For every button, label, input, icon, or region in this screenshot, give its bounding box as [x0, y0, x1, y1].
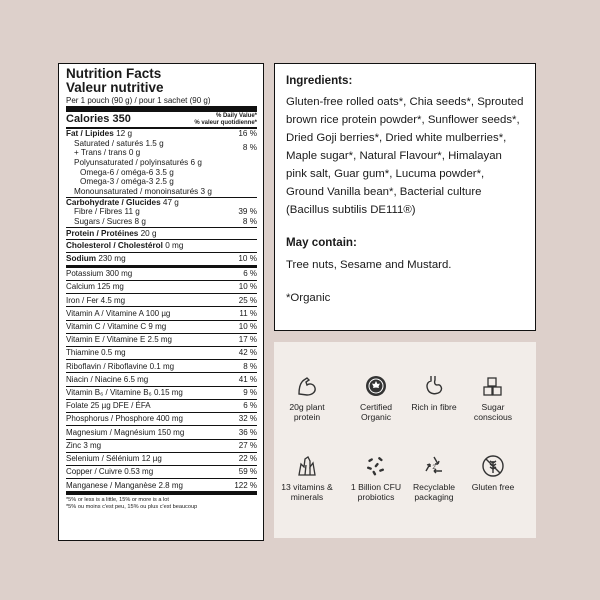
protein-row: Protein / Protéines 20 g [66, 228, 257, 241]
omega6-row: Omega-6 / oméga-6 3.5 g [80, 167, 174, 177]
mineral-row [66, 440, 257, 453]
recycle-icon [422, 454, 446, 478]
mineral-row [66, 479, 257, 495]
nutrition-title-fr: Valeur nutritive [66, 79, 164, 95]
fat-row: Fat / Lipides 12 g 16 % [66, 128, 257, 138]
organic-seal-icon [364, 374, 388, 398]
feature-recyclable: 2 Recyclable packaging [403, 454, 465, 503]
mineral-name: Thiamine 0.5 mg [66, 348, 126, 358]
feature-organic: Certified Organic [345, 374, 407, 423]
mineral-dv: 10 % [238, 282, 257, 292]
sugar-cubes-icon [481, 374, 505, 398]
mineral-dv: 59 % [238, 467, 257, 477]
mineral-row [66, 387, 257, 400]
mineral-name: Magnesium / Magnésium 150 mg [66, 427, 185, 437]
stomach-icon [422, 374, 446, 398]
mineral-name: Potassium 300 mg [66, 269, 133, 279]
mineral-name: Vitamin A / Vitamine A 100 µg [66, 308, 171, 318]
mineral-dv: 41 % [238, 374, 257, 384]
mineral-name: Calcium 125 mg [66, 282, 124, 292]
mineral-dv: 10 % [238, 321, 257, 331]
mineral-row [66, 400, 257, 413]
mineral-row [66, 466, 257, 479]
feature-protein: 20g plant protein [276, 374, 338, 423]
mineral-dv: 36 % [238, 427, 257, 437]
flexed-arm-icon [295, 374, 319, 398]
mineral-name: Vitamin E / Vitamine E 2.5 mg [66, 335, 172, 345]
serving-size: Per 1 pouch (90 g) / pour 1 sachet (90 g) [66, 96, 257, 112]
sodium-row: Sodium 230 mg 10 % [66, 253, 257, 268]
poly-row: Polyunsaturated / polyinsaturés 6 g [74, 157, 202, 167]
probiotic-icon [364, 454, 388, 478]
mineral-row [66, 413, 257, 426]
mineral-dv: 11 % [239, 308, 257, 318]
mineral-row [66, 360, 257, 373]
crystals-icon [295, 454, 319, 478]
may-contain-heading: May contain: [286, 236, 357, 250]
mineral-dv: 32 % [238, 414, 257, 424]
mineral-dv: 27 % [238, 440, 257, 450]
mineral-name: Vitamin B₆ / Vitamine B₆ 0.15 mg [66, 388, 183, 398]
features-panel [274, 342, 536, 538]
mineral-row [66, 268, 257, 281]
mineral-row [66, 294, 257, 307]
ingredients-panel [274, 63, 536, 331]
feature-vitamins: 13 vitamins & minerals [276, 454, 338, 503]
mineral-dv: 6 % [243, 269, 257, 279]
mineral-row [66, 334, 257, 347]
ingredients-heading: Ingredients: [286, 74, 353, 87]
svg-text:2: 2 [432, 465, 436, 471]
mineral-name: Phosphorus / Phosphore 400 mg [66, 414, 183, 424]
mineral-row [66, 453, 257, 466]
ingredients-text: Gluten-free rolled oats*, Chia seeds*, Sprouted brown rice protein powder*, Sunflower seeds*, Dried Goji berries*, Dried white mulberries*, Maple sugar*, Natural Flavour*, Himalayan pink salt, Guar gum*, Lucuma powder*, Ground Vanilla bean*, Bacterial culture (Bacillus subtilis DE111®) [286, 96, 524, 217]
mineral-row [66, 347, 257, 360]
mineral-row [66, 426, 257, 439]
mineral-dv: 122 % [234, 480, 257, 490]
sugars-row: Sugars / Sucres 8 g 8 % [66, 217, 257, 228]
nutrition-facts-panel [58, 63, 264, 541]
mineral-name: Iron / Fer 4.5 mg [66, 295, 126, 305]
mineral-name: Riboflavin / Riboflavine 0.1 mg [66, 361, 175, 371]
organic-note: *Organic [286, 291, 331, 304]
mineral-row [66, 281, 257, 294]
saturated-trans-row: Saturated / saturés 1.5 g + Trans / trans 0 g 8 % [74, 138, 257, 158]
minerals-list [66, 268, 257, 496]
fibre-row: Fibre / Fibres 11 g 39 % [74, 207, 257, 217]
mineral-dv: 25 % [238, 295, 257, 305]
omega3-row: Omega-3 / oméga-3 2.5 g [80, 177, 174, 187]
feature-fibre: Rich in fibre [403, 374, 465, 412]
mineral-row [66, 373, 257, 386]
cholesterol-row: Cholesterol / Cholestérol 0 mg [66, 240, 257, 253]
gluten-free-icon [481, 454, 505, 478]
feature-gluten-free: Gluten free [462, 454, 524, 492]
footnote: *5% or less is a little, 15% or more is a lot *5% ou moins c'est peu, 15% ou plus c'est beaucoup [66, 497, 198, 511]
mineral-dv: 17 % [238, 335, 257, 345]
may-contain-text: Tree nuts, Sesame and Mustard. [286, 258, 452, 271]
daily-value-header: % Daily Value* % valeur quotidienne* [194, 113, 257, 126]
mineral-name: Copper / Cuivre 0.53 mg [66, 467, 154, 477]
mineral-name: Manganese / Manganèse 2.8 mg [66, 480, 183, 490]
mineral-name: Zinc 3 mg [66, 440, 102, 450]
mineral-dv: 42 % [238, 348, 257, 358]
mineral-row [66, 307, 257, 320]
mono-row: Monounsaturated / monoinsaturés 3 g [66, 187, 257, 198]
feature-probiotics: 1 Billion CFU probiotics [345, 454, 407, 503]
mineral-name: Folate 25 µg DFE / ÉFA [66, 401, 151, 411]
mineral-dv: 9 % [243, 388, 257, 398]
mineral-dv: 6 % [243, 401, 257, 411]
mineral-name: Niacin / Niacine 6.5 mg [66, 374, 149, 384]
mineral-name: Vitamin C / Vitamine C 9 mg [66, 321, 167, 331]
mineral-dv: 22 % [238, 454, 257, 464]
carb-row: Carbohydrate / Glucides 47 g [66, 197, 179, 207]
mineral-row [66, 321, 257, 334]
mineral-name: Selenium / Sélénium 12 µg [66, 454, 162, 464]
mineral-dv: 8 % [243, 361, 257, 371]
nutrition-title-en: Nutrition Facts [66, 66, 162, 81]
feature-sugar: Sugar conscious [462, 374, 524, 423]
calories-row [66, 113, 257, 129]
calories: Calories 350 [66, 112, 131, 125]
